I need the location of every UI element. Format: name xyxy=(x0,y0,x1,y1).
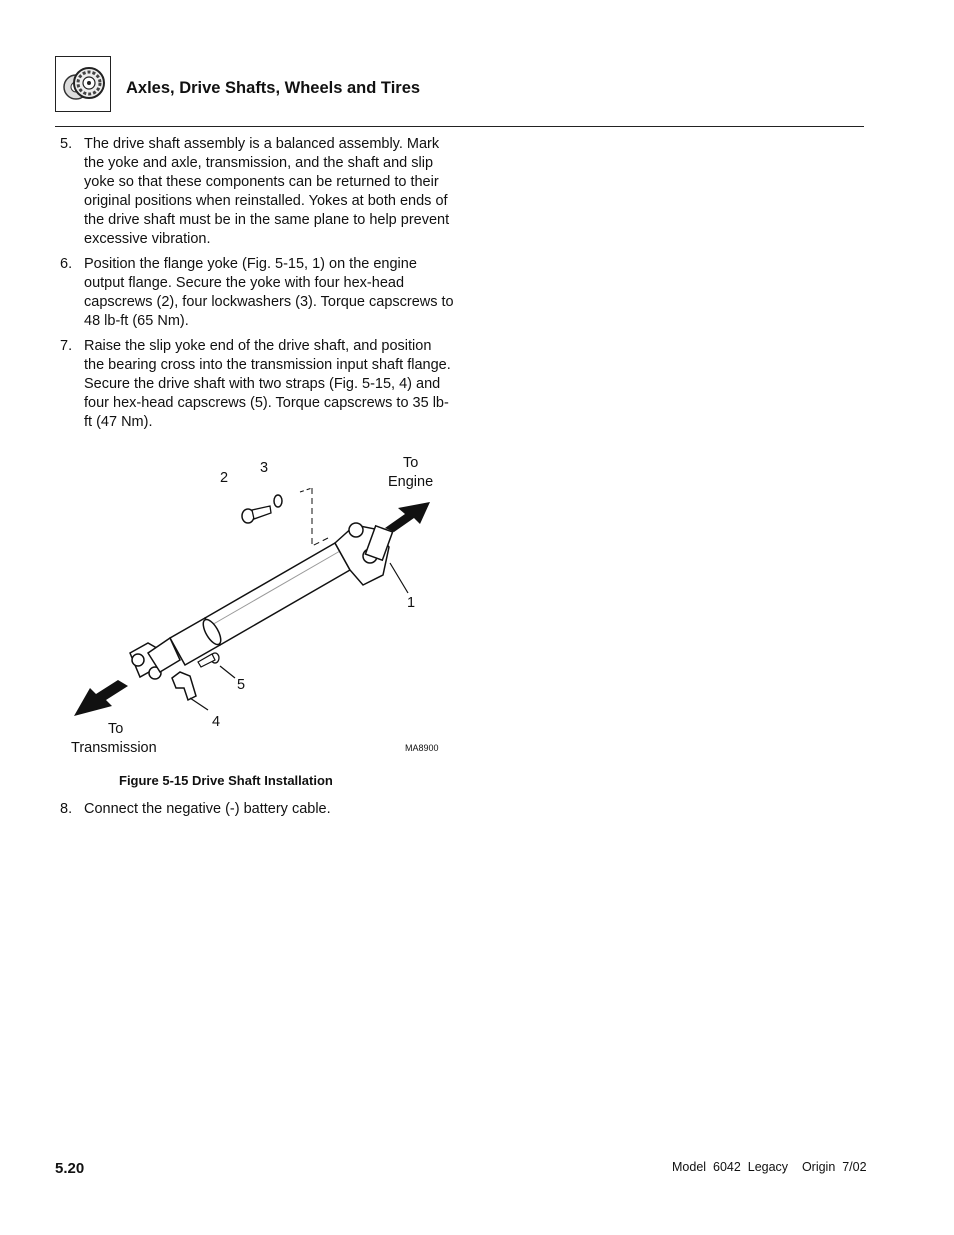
step-item xyxy=(55,800,455,819)
drive-shaft-figure xyxy=(60,448,460,768)
section-tire-icon xyxy=(55,56,111,112)
to-engine-label-line1: To xyxy=(403,455,419,471)
step-text: Position the flange yoke (Fig. 5-15, 1) on the engine output flange. Secure the yoke with four hex-head capscrews (2), four lockwashers (3). Torque capscrews to 48 lb-ft (65 Nm). xyxy=(84,256,454,329)
step-number: 8. xyxy=(60,801,73,817)
figure-caption: Figure 5-15 Drive Shaft Installation xyxy=(119,773,333,788)
to-engine-label-line2: Engine xyxy=(388,474,434,490)
step-number: 7. xyxy=(60,338,73,354)
page-number: 5.20 xyxy=(55,1160,85,1177)
model-info: Model 6042 Legacy Origin 7/02 xyxy=(672,1160,867,1174)
step-text: The drive shaft assembly is a balanced assembly. Mark the yoke and axle, transmission, and the shaft and slip yoke so that these components can be returned to their original positions when reinstalled. Yokes at both ends of the drive shaft must be in the same plane to help prevent excessive vibration. xyxy=(84,136,450,247)
section-title: Axles, Drive Shafts, Wheels and Tires xyxy=(126,79,421,97)
step-item xyxy=(55,337,455,432)
step-text: Connect the negative (-) battery cable. xyxy=(84,801,331,817)
callout-4: 4 xyxy=(212,714,221,730)
step-text: Raise the slip yoke end of the drive shaft, and position the bearing cross into the transmission input shaft flange. Secure the drive shaft with two straps (Fig. 5-15, 4) and four hex-head capscrews (5). Torque capscrews to 35 lb-ft (47 Nm). xyxy=(84,338,451,430)
callout-2: 2 xyxy=(220,470,229,486)
figure-code: MA8900 xyxy=(405,743,439,753)
tire-icon xyxy=(56,57,110,111)
header-divider xyxy=(55,126,864,127)
step-item xyxy=(55,135,455,249)
callout-5: 5 xyxy=(237,677,246,693)
callout-1: 1 xyxy=(407,595,416,611)
step-item xyxy=(55,255,455,331)
step-number: 5. xyxy=(60,136,73,152)
procedure-steps xyxy=(55,135,455,438)
step-number: 6. xyxy=(60,256,73,272)
to-transmission-label-line2: Transmission xyxy=(71,740,157,756)
callout-3: 3 xyxy=(260,460,269,476)
drive-shaft-illustration xyxy=(60,448,460,768)
to-transmission-label-line1: To xyxy=(108,721,124,737)
